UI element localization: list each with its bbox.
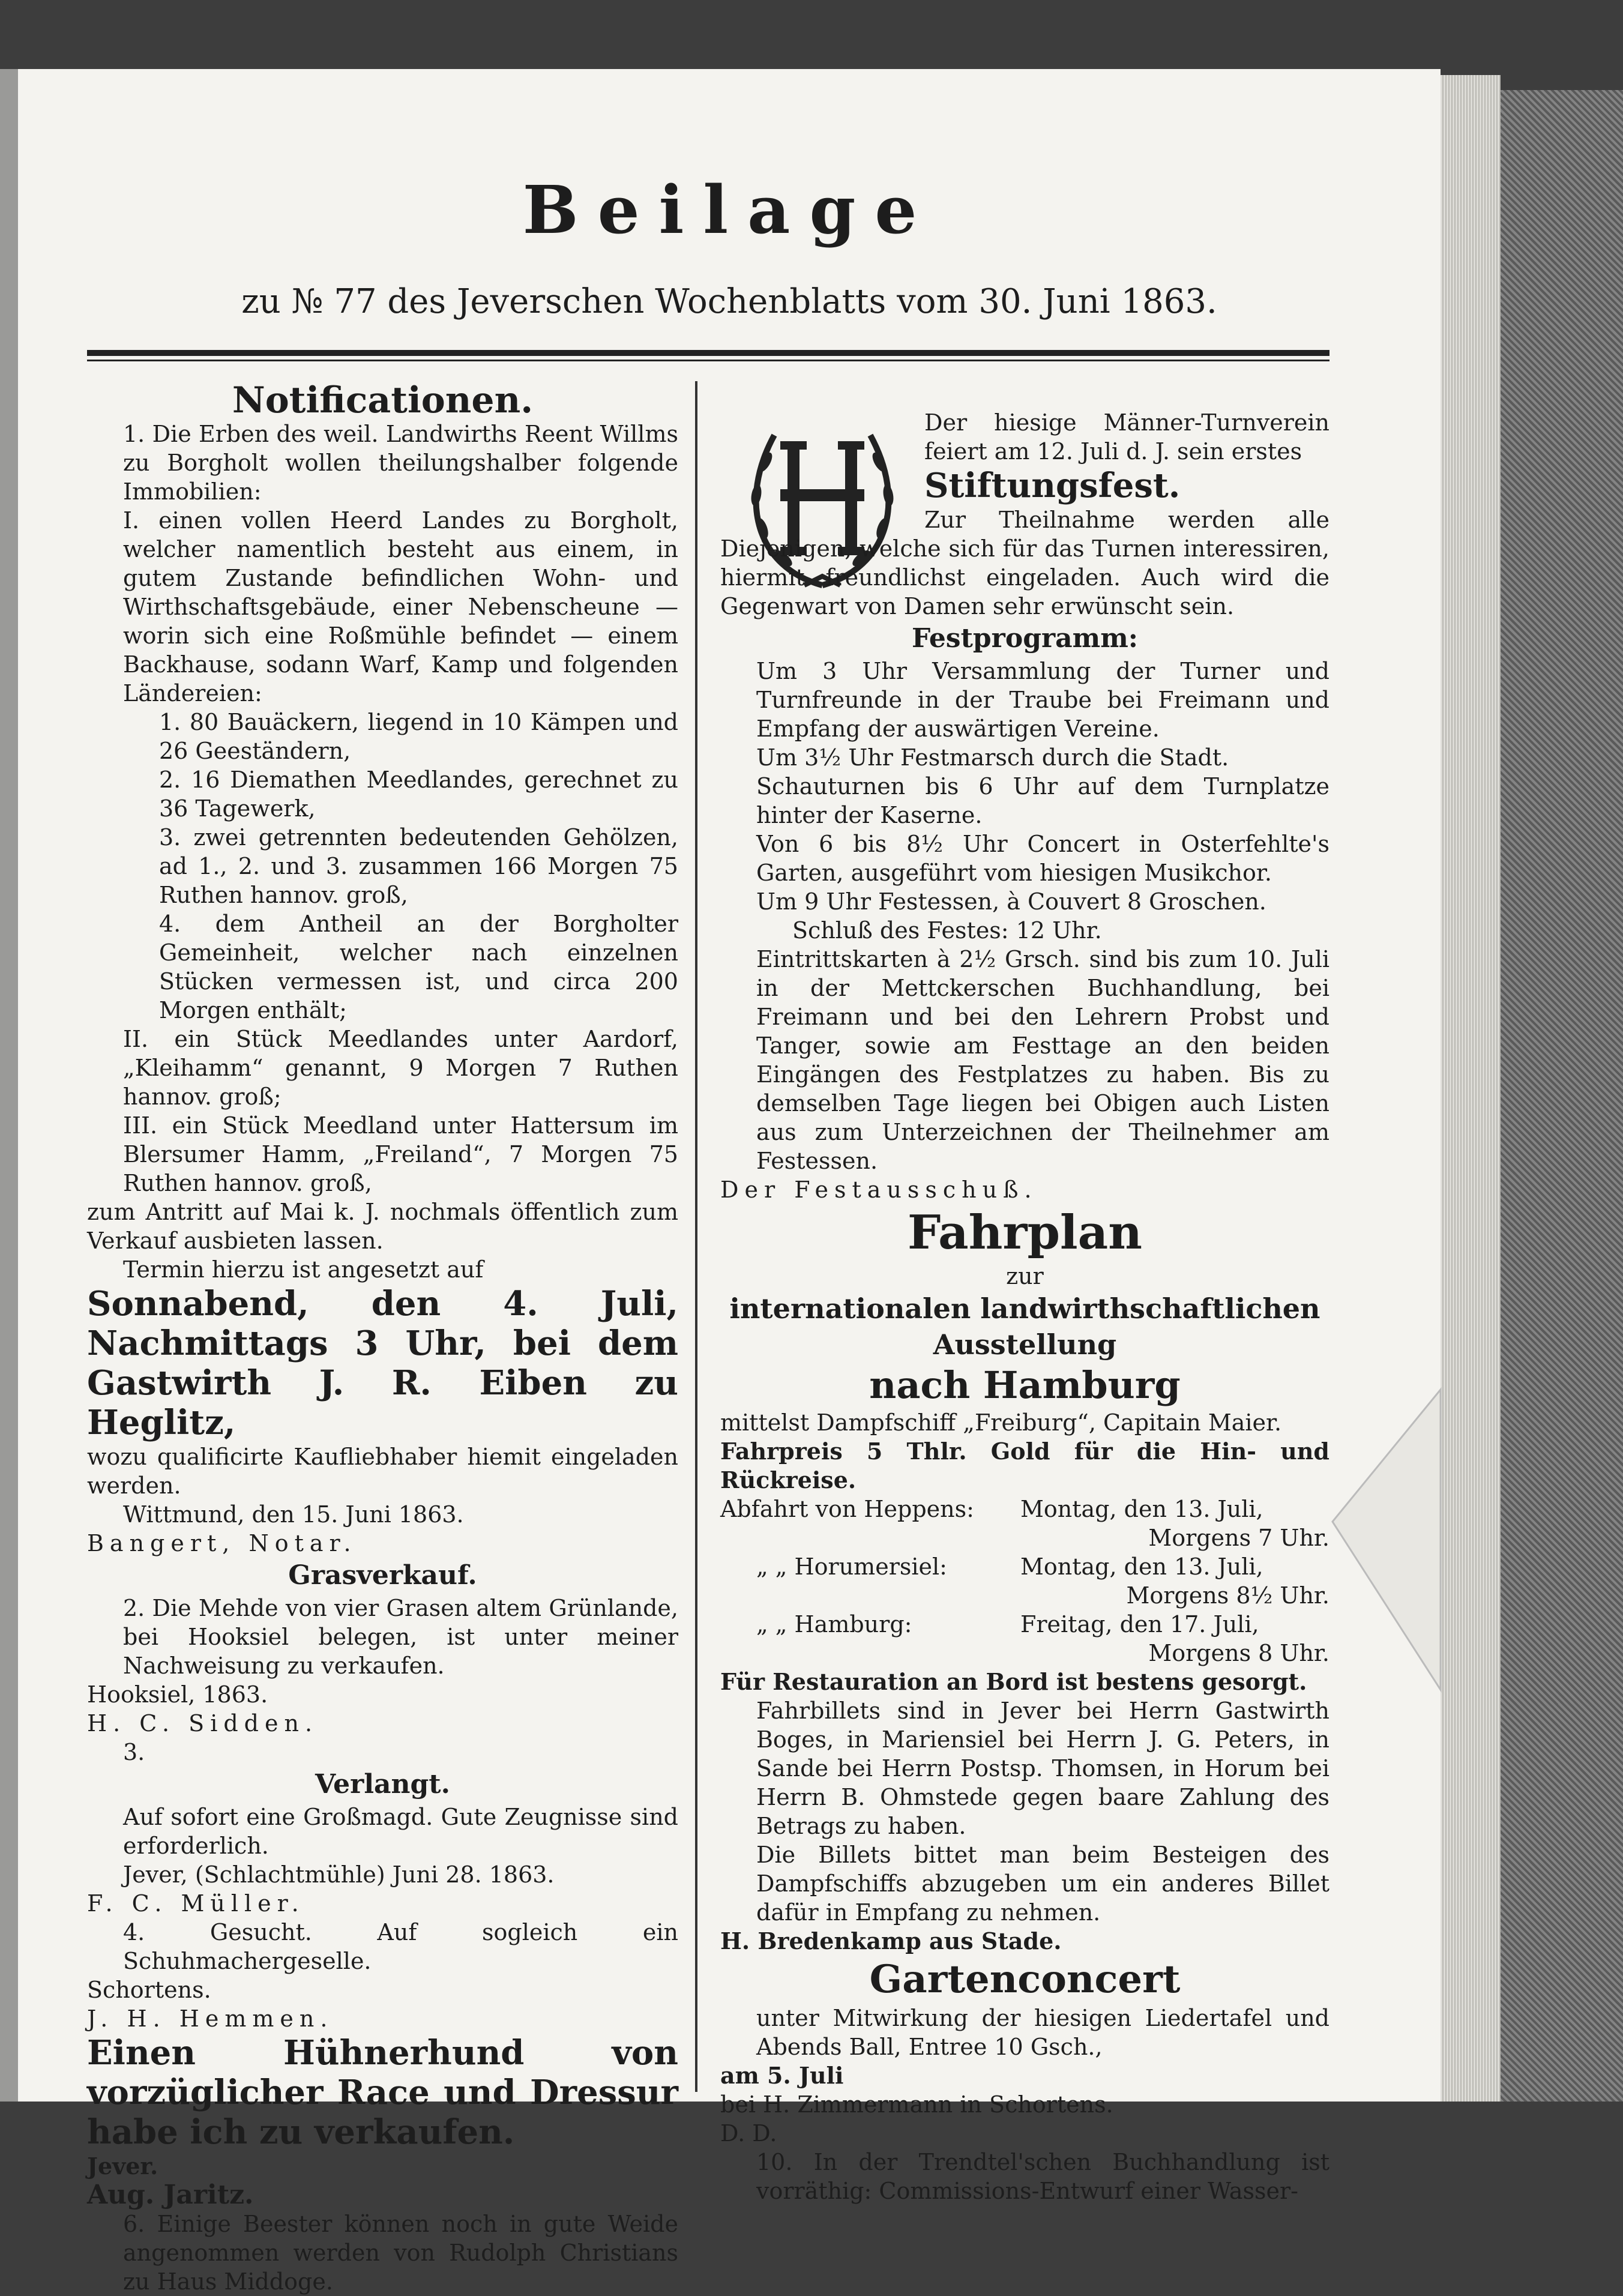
notice-1-item-I-3: 3. zwei getrennten bedeutenden Gehölzen, ad 1., 2. und 3. zusammen 166 Morgen 75 Ruthen hannov. groß, <box>159 824 678 908</box>
notice-1-item-I-1: 1. 80 Bauäckern, liegend in 10 Kämpen und 26 Geeständern, <box>159 709 678 764</box>
fahrplan-billets: Die Billets bittet man beim Besteigen des Dampfschiffs abzugeben um ein anderes Billet dafür in Empfang zu nehmen. <box>756 1842 1329 1926</box>
notice-10-text: 10. In der Trendtel'schen Buchhandlung ist vorräthig: Commissions-Entwurf einer Wasser- <box>756 2149 1329 2204</box>
notice-4-text: 4. Gesucht. Auf sogleich ein Schuhmachergeselle. <box>123 1919 678 1974</box>
program-signature: Der Festausschuß. <box>720 1177 1038 1203</box>
turnverein-title: Stiftungsfest. <box>924 466 1181 505</box>
turnverein-text: Zur Theilnahme werden alle Diejenigen, welche sich für das Turnen interessiren, hiermit freundlichst eingeladen. Auch wird die Gegenwart von Damen sehr erwünscht sein. <box>720 507 1329 619</box>
newspaper-page <box>18 69 1441 2295</box>
departure-3-label: „ „ Hamburg: <box>756 1611 912 1638</box>
book-binding <box>1501 90 1623 2102</box>
fahrplan-subtitle-1: internationalen landwirthschaftlichen <box>729 1292 1320 1325</box>
departure-1-date: Montag, den 13. Juli, <box>1020 1496 1263 1522</box>
fahrplan-ship: mittelst Dampfschiff „Freiburg“, Capitain Maier. <box>720 1409 1282 1436</box>
notice-1-signature: Bangert, Notar. <box>87 1530 357 1556</box>
right-column <box>720 408 1329 2205</box>
notice-5-text: Einen Hühnerhund von vorzüglicher Race und Dressur habe ich zu verkaufen. <box>87 2033 678 2152</box>
fahrplan-title: Fahrplan <box>908 1205 1142 1260</box>
fahrplan-price: Fahrpreis 5 Thlr. Gold für die Hin- und Rückreise. <box>720 1438 1329 1493</box>
departure-3-date: Freitag, den 17. Juli, <box>1020 1611 1259 1638</box>
program-item-2: Um 3½ Uhr Festmarsch durch die Stadt. <box>756 744 1229 771</box>
notice-3-text: Auf sofort eine Großmagd. Gute Zeugnisse sind erforderlich. <box>123 1804 678 1859</box>
section-title: Notificationen. <box>232 379 534 421</box>
departure-table <box>720 1495 1329 1668</box>
notice-1-item-III: III. ein Stück Meedland unter Hattersum im Blersumer Hamm, „Freiland“, 7 Morgen 75 Ruthen hannov. groß, <box>123 1112 678 1196</box>
column-divider <box>695 381 697 2092</box>
program-item-4: Von 6 bis 8½ Uhr Concert in Osterfehlte's Garten, ausgeführt vom hiesigen Musikchor. <box>756 831 1329 886</box>
departure-2-label: „ „ Horumersiel: <box>756 1553 947 1580</box>
page-edges <box>1435 75 1501 2102</box>
notice-3-number: 3. <box>123 1739 145 1765</box>
departure-1-label: Abfahrt von Heppens: <box>720 1496 974 1522</box>
fahrplan-signature: H. Bredenkamp aus Stade. <box>720 1927 1062 1954</box>
notice-1-item-I: I. einen vollen Heerd Landes zu Borgholt, welcher namentlich besteht aus einem, in gutem Zustande befindlichen Wohn- und Wirthschaftsgebäude, einer Nebenscheune — worin sich eine Roßmühle befindet — einem Backhause, sodann Warf, Kamp und folgenden Ländereien: <box>123 507 678 707</box>
turnverein-intro: Der hiesige Männer-Turnverein feiert am 12. Juli d. J. sein erstes <box>924 409 1329 465</box>
program-item-6: Schluß des Festes: 12 Uhr. <box>792 917 1102 944</box>
fahrplan-restauration: Für Restauration an Bord ist bestens gesorgt. <box>720 1668 1307 1695</box>
gartenconcert-text: unter Mitwirkung der hiesigen Liedertafel und Abends Ball, Entree 10 Gsch., <box>756 2005 1329 2060</box>
notice-1-invite: wozu qualificirte Kaufliebhaber hiemit eingeladen werden. <box>87 1444 678 1499</box>
notice-3-signature: F. C. Müller. <box>87 1890 305 1917</box>
program-title: Festprogramm: <box>911 623 1139 654</box>
notice-1-place: Wittmund, den 15. Juni 1863. <box>123 1501 464 1528</box>
notice-1-item-I-2: 2. 16 Diemathen Meedlandes, gerechnet zu 36 Tagewerk, <box>159 767 678 822</box>
turnverein-header <box>720 408 1329 505</box>
notice-1-term: Termin hierzu ist angesetzt auf <box>123 1256 484 1283</box>
notice-2-place: Hooksiel, 1863. <box>87 1681 268 1708</box>
program-item-7: Eintrittskarten à 2½ Grsch. sind bis zum 10. Juli in der Mettckerschen Buchhandlung, bei Freimann und bei den Lehrern Probst und Tanger, sowie am Festtage an den beiden Eingängen des Festplatzes zu haben. Bis zu demselben Tage liegen bei Obigen auch Listen aus zum Unterzeichnen der Theilnehmer am Festessen. <box>756 946 1329 1174</box>
notice-2-text: 2. Die Mehde von vier Grasen altem Grünlande, bei Hooksiel belegen, ist unter meiner Nachweisung zu verkaufen. <box>123 1595 678 1679</box>
notice-1-sale: zum Antritt auf Mai k. J. nochmals öffentlich zum Verkauf ausbieten lassen. <box>87 1199 678 1254</box>
notice-6-text: 6. Einige Beester können noch in gute Weide angenommen werden von Rudolph Christians zu Haus Middoge. <box>123 2211 678 2295</box>
notice-1-item-II: II. ein Stück Meedlandes unter Aardorf, „Kleihamm“ genannt, 9 Morgen 7 Ruthen hannov. groß; <box>123 1026 678 1110</box>
program-item-3: Schauturnen bis 6 Uhr auf dem Turnplatze hinter der Kaserne. <box>756 773 1329 828</box>
notice-4-signature: J. H. Hemmen. <box>87 2005 334 2032</box>
left-column <box>87 381 678 2296</box>
notice-2-title: Grasverkauf. <box>288 1560 477 1591</box>
gartenconcert-place: bei H. Zimmermann in Schortens. <box>720 2091 1113 2118</box>
notice-5-place: Jever. <box>87 2153 158 2180</box>
notice-2-signature: H. C. Sidden. <box>87 1710 319 1737</box>
departure-3-time: Morgens 8 Uhr. <box>1148 1640 1329 1666</box>
scan-margin-shadow <box>0 69 18 2102</box>
program-item-5: Um 9 Uhr Festessen, à Couvert 8 Groschen. <box>756 888 1266 915</box>
gartenconcert-date: am 5. Juli <box>720 2062 844 2089</box>
notice-1-item-I-4: 4. dem Antheil an der Borgholter Gemeinheit, welcher nach einzelnen Stücken vermessen ist, und circa 200 Morgen enthält; <box>159 911 678 1023</box>
program-item-1: Um 3 Uhr Versammlung der Turner und Turnfreunde in der Traube bei Freimann und Empfang der auswärtigen Vereine. <box>756 658 1329 742</box>
header-rule-thick <box>87 350 1329 356</box>
notice-1-date: Sonnabend, den 4. Juli, Nachmittags 3 Uhr, bei dem Gastwirth J. R. Eiben zu Heglitz, <box>87 1284 678 1442</box>
fahrplan-zur: zur <box>1006 1263 1044 1289</box>
notice-1-intro: 1. Die Erben des weil. Landwirths Reent Willms zu Borgholt wollen theilungshalber folgende Immobilien: <box>123 421 678 505</box>
fahrplan-subtitle-3: nach Hamburg <box>869 1363 1181 1407</box>
gartenconcert-signature: D. D. <box>720 2120 777 2147</box>
fahrplan-subtitle-2: Ausstellung <box>933 1328 1117 1361</box>
page-subtitle: zu № 77 des Jeverschen Wochenblatts vom 30. Juni 1863. <box>241 282 1217 321</box>
notice-4-place: Schortens. <box>87 1977 211 2003</box>
notice-3-title: Verlangt. <box>315 1769 450 1800</box>
fahrplan-tickets: Fahrbillets sind in Jever bei Herrn Gastwirth Boges, in Mariensiel bei Herrn J. G. Peters, in Sande bei Herrn Postsp. Thomsen, in Horum bei Herrn B. Ohmstede gegen baare Zahlung des Betrags zu haben. <box>756 1698 1329 1839</box>
notice-5-signature: Aug. Jaritz. <box>87 2180 254 2210</box>
departure-1-time: Morgens 7 Uhr. <box>1148 1525 1329 1551</box>
header-rule-thin <box>87 360 1329 361</box>
notice-3-place: Jever, (Schlachtmühle) Juni 28. 1863. <box>123 1861 555 1888</box>
page-title: Beilage <box>522 171 936 249</box>
departure-2-date: Montag, den 13. Juli, <box>1020 1553 1263 1580</box>
gartenconcert-title: Gartenconcert <box>869 1957 1181 2002</box>
departure-2-time: Morgens 8½ Uhr. <box>1126 1582 1329 1609</box>
